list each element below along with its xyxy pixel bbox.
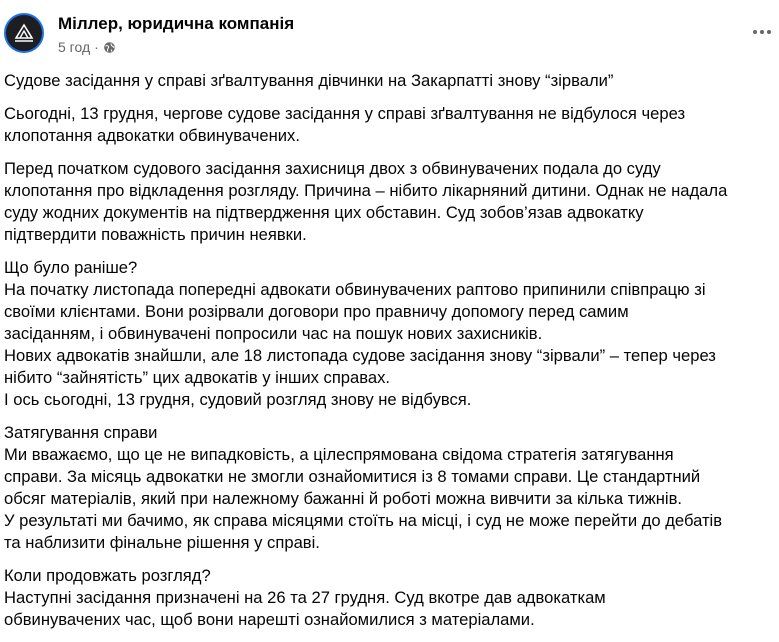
paragraph-delay [4, 422, 779, 554]
text-line: Нових адвокатів знайшли, але 18 листопада судове засідання знову “зірвали” – тепер через [4, 346, 716, 365]
text-line: засіданням, і обвинувачені попросили час на пошук нових захисників. [4, 324, 543, 343]
text-line: обвинувачених час, щоб вони нарешті ознайомилися з матеріалами. [4, 610, 535, 629]
post-header [0, 0, 779, 68]
text-line: клопотання про відкладення розгляду. Причина – нібито лікарняний дитини. Однак не надала [4, 181, 728, 200]
text-line: клопотання адвокатки обвинувачених. [4, 126, 300, 145]
text-line: На початку листопада попередні адвокати обвинувачених раптово припинили співпрацю зі [4, 280, 706, 299]
meta-separator: · [94, 39, 99, 55]
more-options-button[interactable] [748, 22, 776, 42]
paragraph-details [4, 158, 779, 246]
paragraph-title [4, 70, 779, 92]
text-line: нібито “зайнятість” цих адвокатів у інших справах. [4, 368, 391, 387]
section-heading: Що було раніше? [4, 258, 138, 277]
post-text [4, 70, 779, 642]
text-line: обсяг матеріалів, який при належному бажанні й роботі можна вивчити за кілька тижнів. [4, 489, 682, 508]
text-line: Наступні засідання призначені на 26 та 27 грудня. Суд вкотре дав адвокаткам [4, 588, 606, 607]
text-line: підтвердити поважність причин неявки. [4, 225, 307, 244]
more-options-icon [753, 30, 757, 34]
paragraph-next-hearing [4, 565, 779, 631]
text-line: та наблизити фінальне рішення у справі. [4, 533, 320, 552]
text-line: І ось сьогодні, 13 грудня, судовий розгляд знову не відбувся. [4, 390, 472, 409]
section-heading: Коли продовжать розгляд? [4, 566, 211, 585]
text-line: У результаті ми бачимо, як справа місяцями стоїть на місці, і суд не може перейти до дебатів [4, 511, 723, 530]
section-heading: Затягування справи [4, 423, 158, 442]
text-line: справи. За місяць адвокатки не змогли ознайомитися із 8 томами справи. Це стандартний [4, 467, 701, 486]
more-options-dot [767, 30, 771, 34]
text-line: Перед початком судового засідання захисниця двох з обвинувачених подала до суду [4, 159, 661, 178]
more-options-dot [760, 30, 764, 34]
text-line: суду жодних документів на підтвердження цих обставин. Суд зобов’язав адвокатку [4, 203, 644, 222]
post-meta [58, 39, 116, 55]
text-line: Судове засідання у справі зґвалтування дівчинки на Закарпатті знову “зірвали” [4, 71, 614, 90]
paragraph-intro [4, 103, 779, 147]
company-logo-icon [11, 20, 37, 46]
text-line: своїми клієнтами. Вони розірвали договори про правничу допомогу перед самим [4, 302, 629, 321]
paragraph-history [4, 257, 779, 411]
text-line: Сьогодні, 13 грудня, чергове судове засідання у справі зґвалтування не відбулося через [4, 104, 686, 123]
text-line: Ми вважаємо, що це не випадковість, а цілеспрямована свідома стратегія затягування [4, 445, 674, 464]
post-time[interactable]: 5 год [58, 39, 91, 55]
globe-icon [103, 41, 116, 54]
author-name[interactable]: Міллер, юридична компанія [58, 14, 295, 33]
avatar[interactable] [4, 13, 44, 53]
